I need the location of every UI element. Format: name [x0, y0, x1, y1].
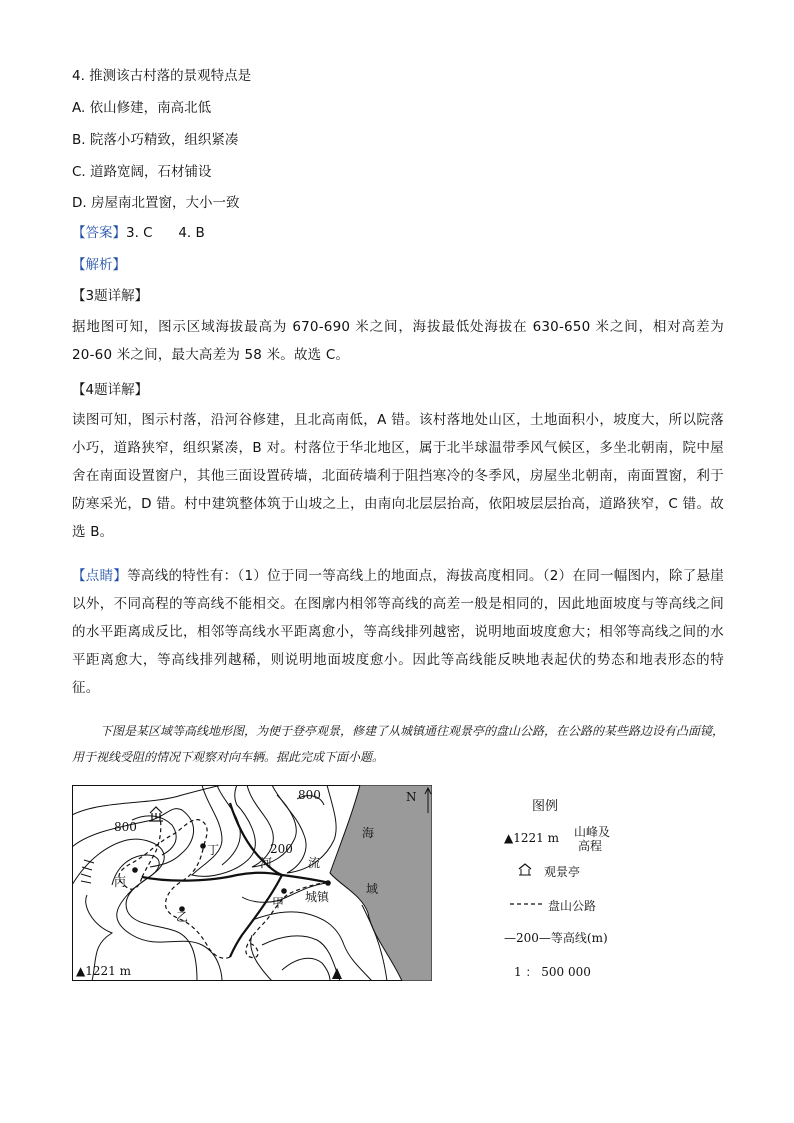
label-liu: 流 [308, 856, 321, 870]
label-jia: 甲 [272, 896, 285, 910]
q3-heading: 【3题详解】 [72, 288, 149, 304]
label-north: N [406, 790, 417, 804]
tip-paragraph [72, 562, 724, 702]
label-bing: 丙 [114, 875, 127, 889]
legend-contour: —200—等高线(m) [504, 931, 608, 945]
tip-text: 等高线的特性有：（1）位于同一等高线上的地面点，海拔高度相同。（2）在同一幅图内，除了悬崖以外，不同高程的等高线不能相交。在图廓内相邻等高线的高差一般是相同的，因此地面坡度与等高线之间的水平距离成反比，相邻等高线水平距离愈小，等高线排列越密，说明地面坡度愈大；相邻等高线之间的水平距离愈大，等高线排列越稀，则说明地面坡度愈小。因此等高线能反映地表起伏的势态和地表形态的特征。 [72, 568, 724, 696]
point-ding [200, 843, 206, 849]
analysis-label: 【解析】 [72, 257, 126, 273]
label-800-top: 800 [298, 788, 321, 802]
q4-heading: 【4题详解】 [72, 382, 149, 398]
point-town [325, 880, 331, 886]
option-b: B. 院落小巧精致，组织紧凑 [72, 132, 239, 148]
label-town: 城镇 [305, 890, 330, 904]
label-800-left: 800 [114, 820, 137, 834]
tip-tag: 【点睛】 [72, 568, 128, 584]
option-d: D. 房屋南北置窗，大小一致 [72, 195, 240, 211]
legend-peak-value: ▲1221 m [504, 831, 559, 845]
legend-road: 盘山公路 [548, 899, 597, 913]
point-jia [281, 888, 287, 894]
legend-pavilion: 观景亭 [544, 865, 581, 879]
q4-explanation: 读图可知，图示村落，沿河谷修建，且北高南低，A 错。该村落地处山区，土地面积小，坡度大，所以院落小巧，道路狭窄，组织紧凑，B 对。村落位于华北地区，属于北半球温带季风气候区，多坐北朝南，院中屋舍在南面设置窗户，其他三面设置砖墙，北面砖墙利于阻挡寒冷的冬季风，房屋坐北朝南，南面置窗，利于防寒采光，D 错。村中建筑整体筑于山坡之上，由南向北层层抬高，依阳坡层层抬高，道路狭窄，C 错。故选 B。 [72, 412, 724, 540]
legend-contour-desc: 等高线(m) [550, 931, 608, 945]
label-peak-bottom: ▲1221 m [76, 964, 131, 978]
legend-peak-desc-2: 高程 [578, 839, 603, 853]
legend-title: 图例 [532, 799, 559, 814]
contour-map-figure [72, 785, 611, 981]
answer-tag: 【答案】 [72, 225, 126, 241]
label-yi: 乙 [176, 910, 189, 924]
option-a: A. 依山修建，南高北低 [72, 100, 212, 116]
legend-contour-value: 200 [516, 931, 539, 945]
analysis-tag [72, 255, 126, 275]
label-ding: 丁 [207, 843, 220, 857]
map-legend [504, 785, 624, 981]
question-intro: 下图是某区域等高线地形图，为便于登亭观景，修建了从城镇通往观景亭的盘山公路，在公路的某些路边设有凸面镜，用于视线受阻的情况下观察对向车辆。据此完成下面小题。 [72, 724, 725, 764]
q3-explanation: 据地图可知，图示区域海拔最高为 670-690 米之间，海拔最低处海拔在 630-650 米之间，相对高差为 20-60 米之间，最大高差为 58 米。故选 C。 [72, 319, 724, 363]
answer-line [72, 223, 205, 243]
question-4-stem: 4. 推测该古村落的景观特点是 [72, 68, 252, 84]
label-sea-2: 域 [366, 882, 379, 896]
label-sea-1: 海 [362, 826, 375, 840]
label-he: 河 [260, 856, 273, 870]
option-c: C. 道路宽阔，石材铺设 [72, 164, 212, 180]
legend-peak-desc-1: 山峰及 [574, 825, 611, 839]
point-bing [132, 867, 138, 873]
label-200: 200 [270, 842, 293, 856]
answer-text: 3. C 4. B [126, 225, 205, 241]
legend-scale: 1 ： 500 000 [514, 965, 591, 979]
contour-map [72, 785, 432, 981]
